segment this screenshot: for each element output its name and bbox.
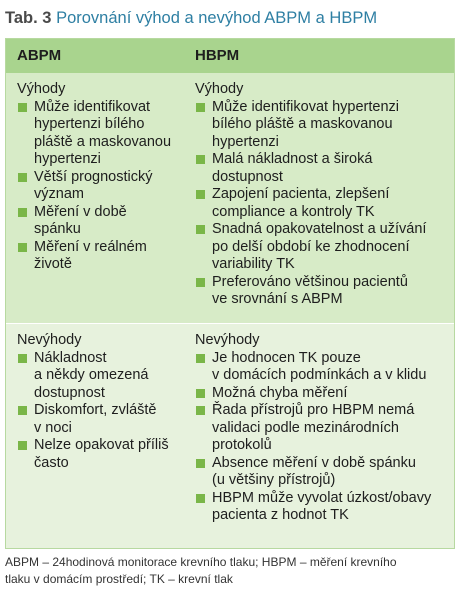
list-item-line: Měření v době (34, 203, 127, 220)
bullet-square-icon (196, 190, 205, 199)
list-item-line: po delší období ke zhodnocení (212, 238, 410, 255)
bullet-square-icon (196, 278, 205, 287)
list-item-line: a někdy omezená (34, 367, 149, 383)
list-item-line: Preferováno většinou pacientů (212, 273, 408, 290)
bullet-square-icon (196, 389, 205, 398)
list-item (17, 350, 189, 403)
list-item-line: Absence měření v době spánku (212, 454, 416, 471)
hbpm-advantages-heading: Výhody (195, 81, 244, 97)
list-item-line: hypertenzi (34, 151, 101, 167)
list-item-line: hypertenzi bílého (34, 116, 145, 132)
abpm-disadvantages-cell (17, 332, 189, 472)
list-item (195, 151, 450, 186)
list-item-line: Řada přístrojů pro HBPM nemá (212, 402, 415, 418)
list-item-line: Větší prognostický (34, 168, 153, 185)
footnote-line: ABPM – 24hodinová monitorace krevního tlaku; HBPM – měření krevního (5, 555, 397, 569)
list-item-line: životě (34, 256, 72, 272)
list-item-line: protokolů (212, 437, 272, 453)
abpm-advantages-cell (17, 81, 189, 274)
list-item (17, 169, 189, 204)
list-item (195, 350, 450, 385)
list-item-line: často (34, 454, 69, 471)
list-item-line: Snadná opakovatelnost a užívání (212, 221, 427, 237)
bullet-square-icon (196, 225, 205, 234)
list-item-line: variability TK (212, 256, 295, 272)
list-item-line: Je hodnocen TK pouze (212, 349, 361, 366)
bullet-square-icon (18, 208, 27, 217)
bullet-square-icon (18, 173, 27, 182)
list-item (195, 186, 450, 221)
list-item-line: význam (34, 186, 84, 202)
list-item (195, 455, 450, 490)
list-item-line: spánku (34, 221, 81, 237)
list-item (195, 385, 450, 403)
list-item (195, 99, 450, 152)
bullet-square-icon (18, 354, 27, 363)
list-item-line: Může identifikovat hypertenzi (212, 98, 399, 115)
list-item-line: Nelze opakovat příliš (34, 437, 169, 453)
list-item (195, 402, 450, 455)
column-header-abpm: ABPM (17, 47, 62, 64)
list-item (17, 402, 189, 437)
bullet-square-icon (18, 406, 27, 415)
list-item-line: validaci podle mezinárodních (212, 419, 399, 436)
table-caption: Porovnání výhod a nevýhod ABPM a HBPM (56, 9, 378, 27)
list-item-line: Může identifikovat (34, 98, 151, 115)
list-item-line: ve srovnání s ABPM (212, 291, 343, 307)
list-item-line: Nákladnost (34, 349, 107, 366)
hbpm-advantages-cell (195, 81, 450, 309)
list-item (195, 274, 450, 309)
abpm-advantages-list (17, 99, 189, 274)
table-footnote (5, 554, 455, 588)
list-item (195, 221, 450, 274)
footnote-line: tlaku v domácím prostředí; TK – krevní tlak (5, 572, 233, 586)
list-item-line: Diskomfort, zvláště (34, 402, 157, 418)
list-item-line: HBPM může vyvolat úzkost/obavy (212, 489, 432, 506)
list-item (17, 99, 189, 169)
bullet-square-icon (18, 243, 27, 252)
bullet-square-icon (196, 103, 205, 112)
list-item-line: Malá nákladnost a široká (212, 151, 373, 167)
bullet-square-icon (196, 155, 205, 164)
hbpm-advantages-list (195, 99, 450, 309)
advantages-section (6, 73, 454, 323)
comparison-table (5, 38, 455, 549)
hbpm-disadvantages-cell (195, 332, 450, 525)
list-item-line: (u většiny přístrojů) (212, 472, 336, 488)
bullet-square-icon (18, 103, 27, 112)
list-item (17, 204, 189, 239)
list-item-line: Zapojení pacienta, zlepšení (212, 186, 390, 202)
bullet-square-icon (196, 494, 205, 503)
list-item-line: bílého pláště a maskovanou (212, 116, 393, 132)
bullet-square-icon (196, 354, 205, 363)
list-item (195, 490, 450, 525)
hbpm-disadvantages-heading: Nevýhody (195, 332, 260, 348)
table-number: Tab. 3 (5, 9, 52, 27)
disadvantages-section (6, 324, 454, 548)
bullet-square-icon (196, 406, 205, 415)
list-item (17, 239, 189, 274)
list-item (17, 437, 189, 472)
list-item-line: pacienta z hodnot TK (212, 507, 349, 523)
list-item-line: pláště a maskovanou (34, 133, 172, 150)
abpm-disadvantages-heading: Nevýhody (17, 332, 82, 348)
list-item-line: Možná chyba měření (212, 384, 348, 401)
hbpm-disadvantages-list (195, 350, 450, 525)
list-item-line: v noci (34, 419, 72, 436)
bullet-square-icon (196, 459, 205, 468)
abpm-disadvantages-list (17, 350, 189, 473)
list-item-line: dostupnost (212, 168, 283, 185)
list-item-line: compliance a kontroly TK (212, 203, 375, 220)
list-item-line: Měření v reálném (34, 238, 147, 255)
list-item-line: v domácích podmínkách a v klidu (212, 367, 427, 383)
bullet-square-icon (18, 441, 27, 450)
table-title (5, 8, 377, 28)
list-item-line: hypertenzi (212, 133, 279, 150)
column-header-hbpm: HBPM (195, 47, 240, 64)
table-header-row (6, 39, 454, 73)
abpm-advantages-heading: Výhody (17, 81, 66, 97)
list-item-line: dostupnost (34, 384, 105, 401)
